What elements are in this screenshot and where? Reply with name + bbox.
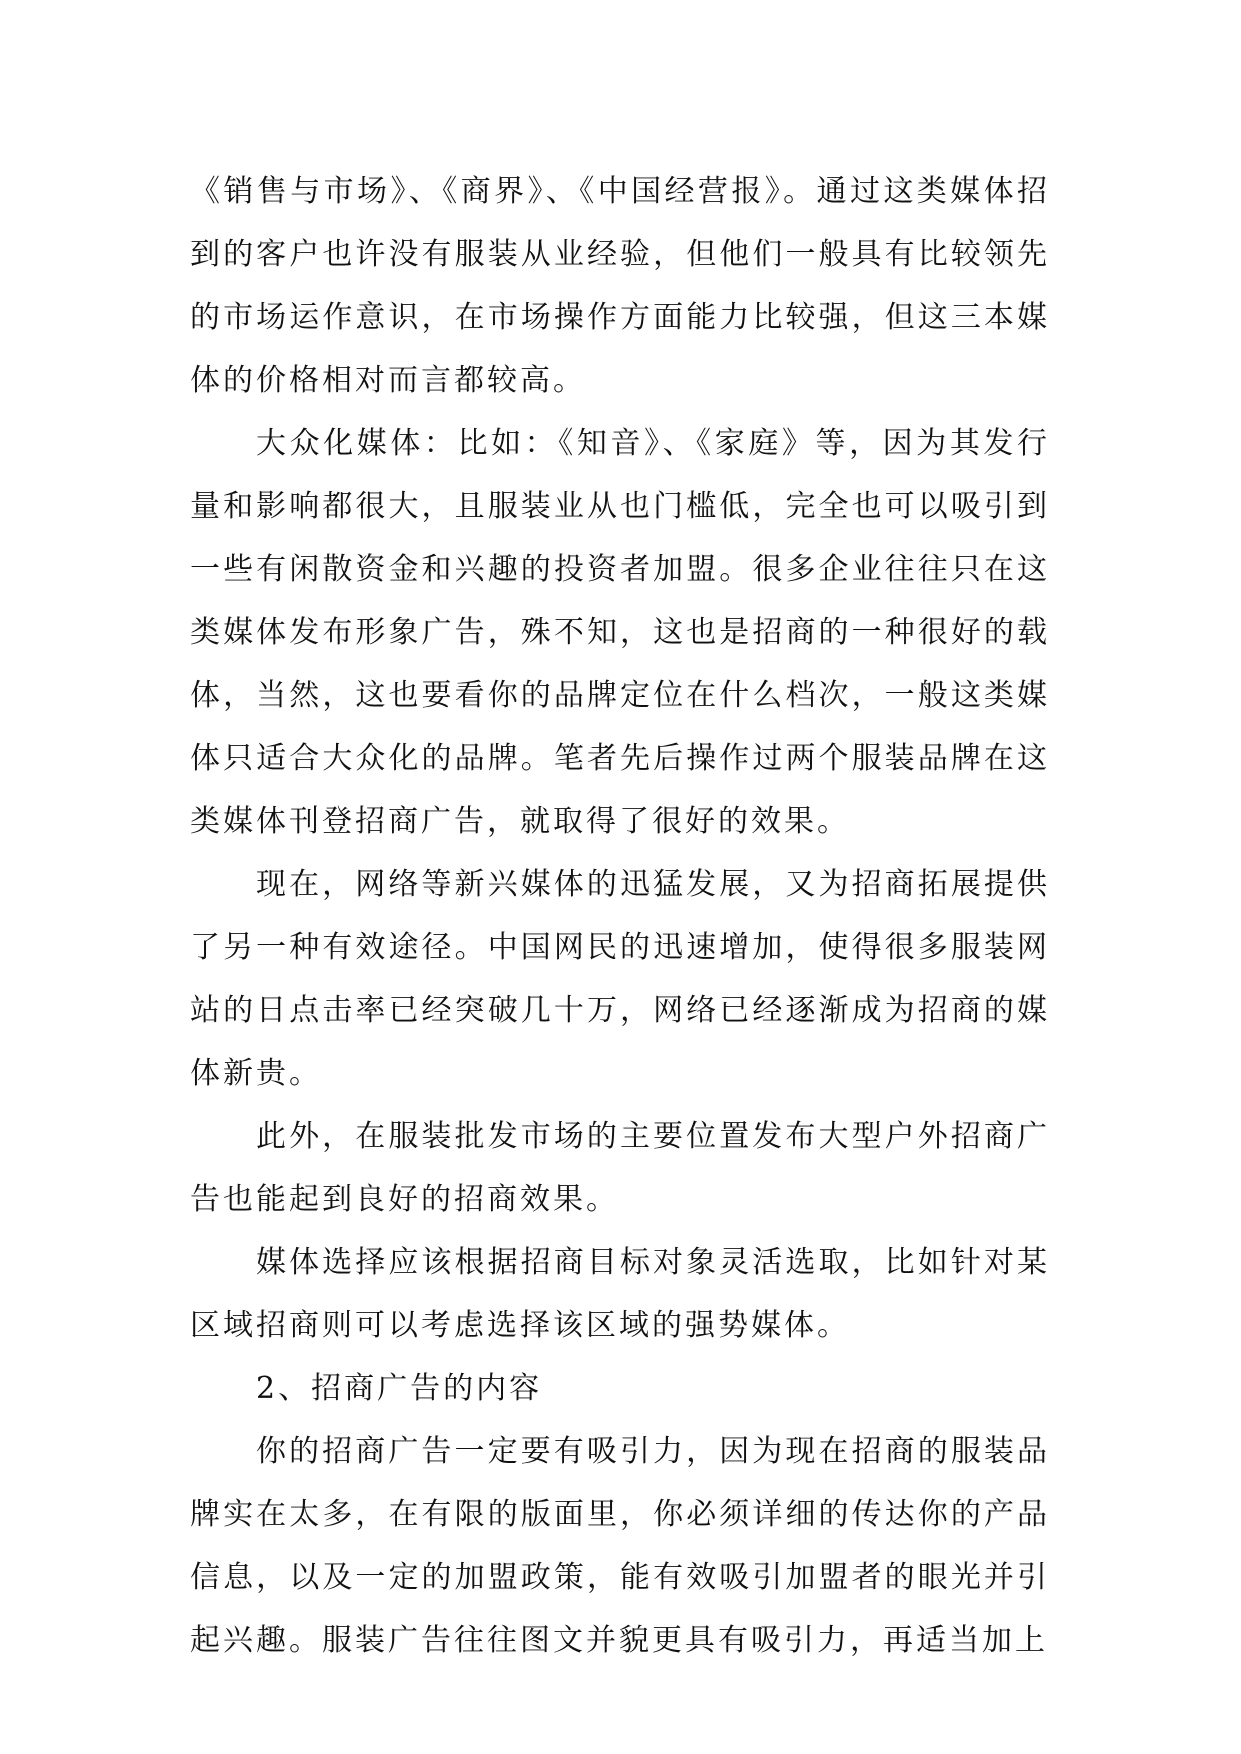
- paragraph-media-business: 《销售与市场》、《商界》、《中国经营报》。通过这类媒体招到的客户也许没有服装从业经验，但他们一般具有比较领先的市场运作意识，在市场操作方面能力比较强，但这三本媒体的价格相对而言都较高。: [190, 174, 1050, 398]
- paragraph-media-selection: 媒体选择应该根据招商目标对象灵活选取，比如针对某区域招商则可以考虑选择该区域的强势媒体。: [190, 1245, 1050, 1343]
- paragraph-outdoor-ads: 此外，在服装批发市场的主要位置发布大型户外招商广告也能起到良好的招商效果。: [190, 1119, 1050, 1217]
- document-body: [190, 160, 1050, 1672]
- paragraph-online-media: 现在，网络等新兴媒体的迅猛发展，又为招商拓展提供了另一种有效途径。中国网民的迅速增加，使得很多服装网站的日点击率已经突破几十万，网络已经逐渐成为招商的媒体新贵。: [190, 867, 1050, 1091]
- paragraph-mass-media: 大众化媒体：比如：《知音》、《家庭》等，因为其发行量和影响都很大，且服装业从也门槛低，完全也可以吸引到一些有闲散资金和兴趣的投资者加盟。很多企业往往只在这类媒体发布形象广告，殊不知，这也是招商的一种很好的载体，当然，这也要看你的品牌定位在什么档次，一般这类媒体只适合大众化的品牌。笔者先后操作过两个服装品牌在这类媒体刊登招商广告，就取得了很好的效果。: [190, 426, 1050, 839]
- section-heading-ad-content: 2、招商广告的内容: [256, 1371, 543, 1406]
- paragraph-ad-attraction: 你的招商广告一定要有吸引力，因为现在招商的服装品牌实在太多，在有限的版面里，你必须详细的传达你的产品信息，以及一定的加盟政策，能有效吸引加盟者的眼光并引起兴趣。服装广告往往图文并貌更具有吸引力，再适当加上: [190, 1434, 1050, 1658]
